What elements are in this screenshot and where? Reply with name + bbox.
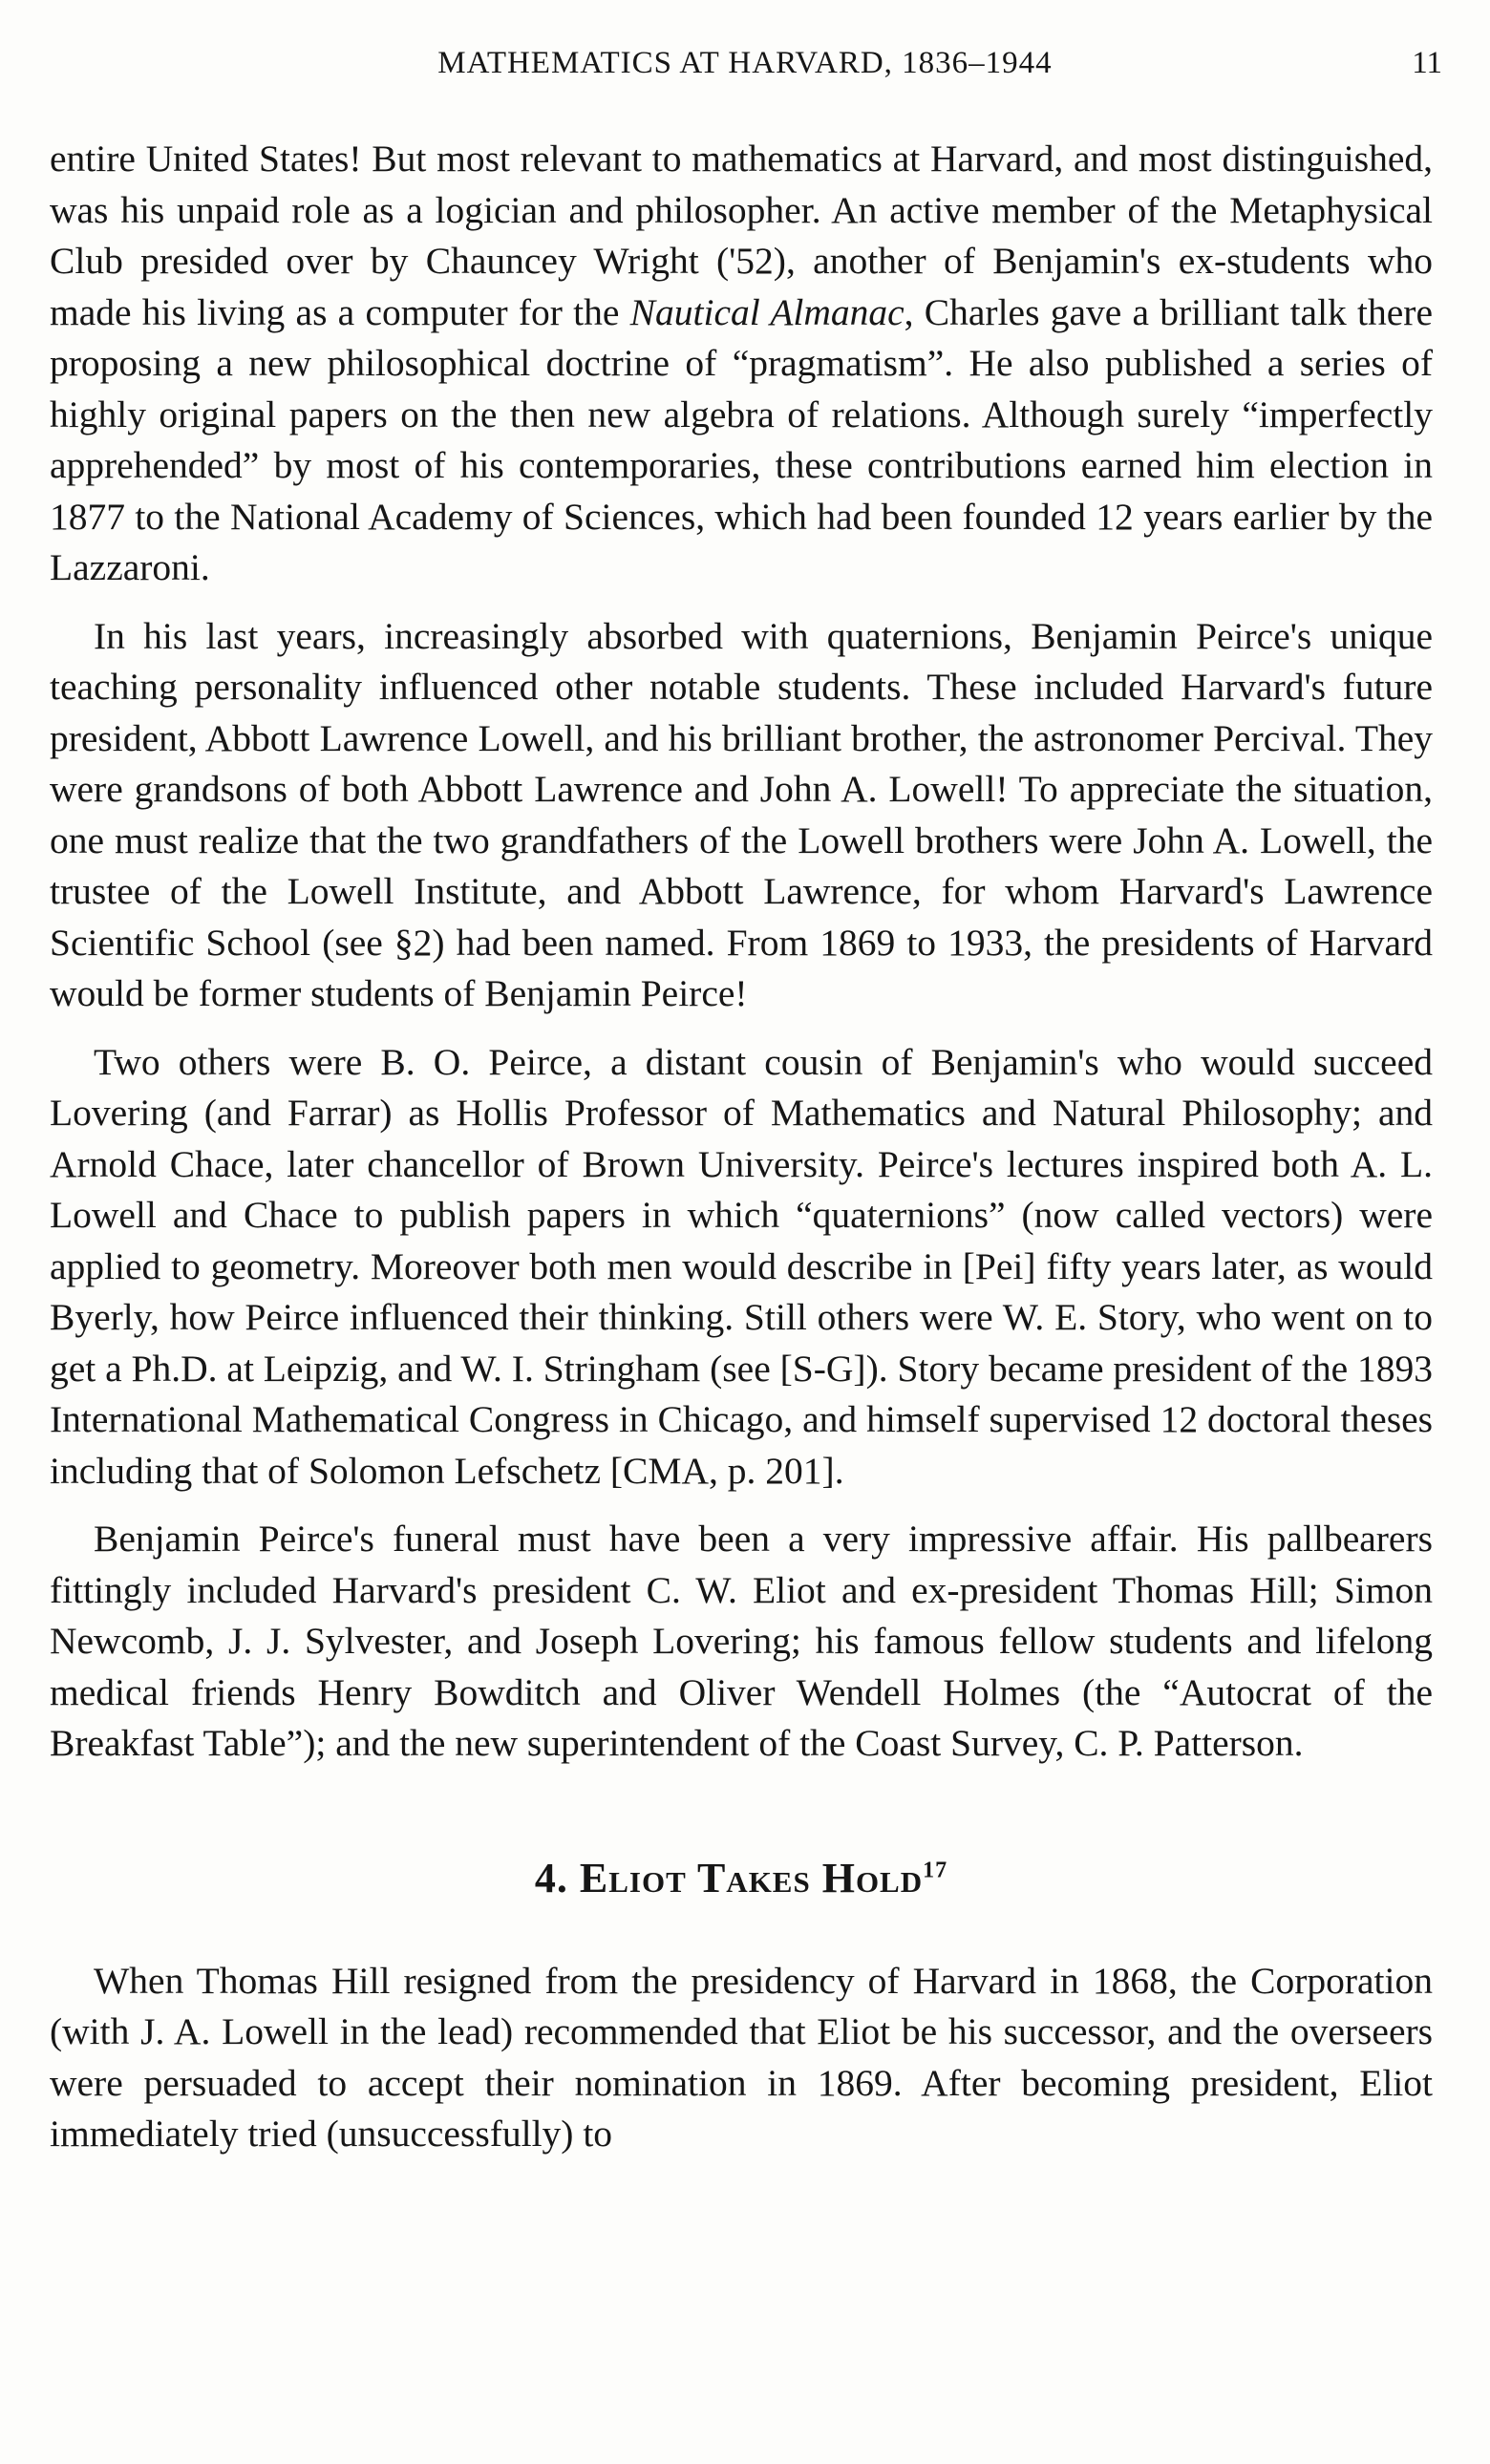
paragraph-1-text-a: entire United States! But most relevant to mathematics at Harvard, and most distinguished, was his unpaid role as a logician and philosopher. An active member of the Metaphysical Club presided over by Chauncey Wright ('52), another of Benjamin's ex-students who made his living as a computer for the <box>50 138 1433 333</box>
paragraph-1-text-b: , Charles gave a brilliant talk there proposing a new philosophical doctrine of “pragmatism”. He also published a series of highly original papers on the then new algebra of relations. Although surely “imperfectly apprehended” by most of his contemporaries, these contributions earned him election in 1877 to the National Academy of Sciences, which had been founded 12 years earlier by the Lazzaroni. <box>50 290 1433 588</box>
section-heading <box>50 1854 1433 1902</box>
paragraph-2: In his last years, increasingly absorbed with quaternions, Benjamin Peirce's unique teaching personality influenced other notable students. These included Harvard's future president, Abbott Lawrence Lowell, and his brilliant brother, the astronomer Percival. They were grandsons of both Abbott Lawrence and John A. Lowell! To appreciate the situation, one must realize that the two grandfathers of the Lowell brothers were John A. Lowell, the trustee of the Lowell Institute, and Abbott Lawrence, for whom Harvard's Lawrence Scientific School (see §2) had been named. From 1869 to 1933, the presidents of Harvard would be former students of Benjamin Peirce! <box>50 614 1433 1014</box>
paragraph-4: Benjamin Peirce's funeral must have been a very impressive affair. His pallbearers fittingly included Harvard's president C. W. Eliot and ex-president Thomas Hill; Simon Newcomb, J. J. Sylvester, and Joseph Lovering; his famous fellow students and lifelong medical friends Henry Bowditch and Oliver Wendell Holmes (the “Autocrat of the Breakfast Table”); and the new superintendent of the Coast Survey, C. P. Patterson. <box>50 1518 1433 1764</box>
paragraph-1-italic: Nautical Almanac <box>629 290 905 333</box>
paragraph-3: Two others were B. O. Peirce, a distant cousin of Benjamin's who would succeed Lovering (and Farrar) as Hollis Professor of Mathematics and Natural Philosophy; and Arnold Chace, later chancellor of Brown University. Peirce's lectures inspired both A. L. Lowell and Chace to publish papers in which “quaternions” (now called vectors) were applied to geometry. Moreover both men would describe in [Pei] fifty years later, as would Byerly, how Peirce influenced their thinking. Still others were W. E. Story, who went on to get a Ph.D. at Leipzig, and W. I. Stringham (see [S-G]). Story became president of the 1893 International Mathematical Congress in Chicago, and himself supervised 12 doctoral theses including that of Solomon Lefschetz [CMA, p. 201]. <box>50 1040 1433 1492</box>
page-body <box>50 134 1433 2177</box>
footnote-marker: 17 <box>923 1857 948 1882</box>
paragraph-5: When Thomas Hill resigned from the presidency of Harvard in 1868, the Corporation (with J. A. Lowell in the lead) recommended that Eliot be his successor, and the overseers were persuaded to accept their nomination in 1869. After becoming president, Eliot immediately tried (unsuccessfully) to <box>50 1959 1433 2155</box>
running-title: MATHEMATICS AT HARVARD, 1836–1944 <box>437 46 1053 80</box>
section-heading-text: 4. Eliot Takes Hold <box>534 1854 924 1901</box>
running-head <box>48 46 1442 94</box>
page-number: 11 <box>1412 46 1442 80</box>
paragraph-1 <box>50 134 1433 594</box>
